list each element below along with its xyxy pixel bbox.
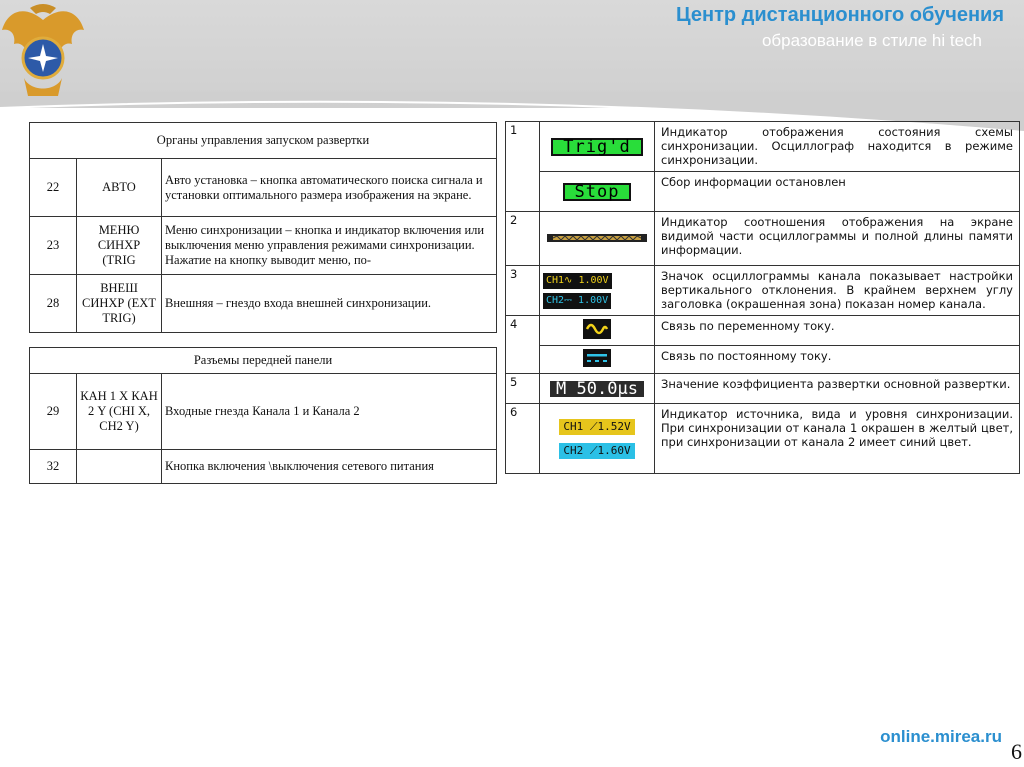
table-row: [506, 172, 1020, 212]
row-number: 32: [30, 450, 77, 484]
indicator-description: Связь по постоянному току.: [655, 346, 1020, 374]
indicator-description: Индикатор источника, вида и уровня синхронизации. При синхронизации от канала 1 окрашен в желтый цвет, при синхронизации от канала 2 имеет синий цвет.: [655, 404, 1020, 474]
ch1-setting-label: CH1∿ 1.00V: [543, 273, 612, 289]
front-panel-table: [29, 347, 497, 484]
dc-coupling-icon: [583, 349, 611, 367]
table-row: [506, 316, 1020, 346]
table-row: [30, 217, 497, 275]
table-row: [506, 122, 1020, 172]
channel-settings-indicator: [540, 266, 655, 316]
row-number: 28: [30, 275, 77, 333]
row-number: 2: [506, 212, 540, 266]
table-row: [30, 374, 497, 450]
footer-url: online.mirea.ru: [880, 727, 1002, 746]
row-number: 5: [506, 374, 540, 404]
ac-coupling-icon: [583, 319, 611, 339]
row-number: 1: [506, 122, 540, 212]
indicator-description: Индикатор соотношения отображения на экране видимой части осциллограммы и полной длины памяти информации.: [655, 212, 1020, 266]
control-name: ВНЕШ СИНХР (EXT TRIG): [77, 275, 162, 333]
row-number: 23: [30, 217, 77, 275]
control-name: КАН 1 X КАН 2 Y (CHI X, CH2 Y): [77, 374, 162, 450]
memory-bar-indicator: [540, 212, 655, 266]
row-number: 4: [506, 316, 540, 374]
control-name: МЕНЮ СИНХР (TRIG: [77, 217, 162, 275]
indicator-description: Значок осциллограммы канала показывает настройки вертикального отклонения. В крайнем верхнем углу заголовка (окрашенная зона) показан номер канала.: [655, 266, 1020, 316]
table-row: [30, 450, 497, 484]
table-row: [506, 374, 1020, 404]
trigd-indicator: [540, 122, 655, 172]
header-subtitle: образование в стиле hi tech: [761, 31, 982, 50]
dc-coupling-cell: [540, 346, 655, 374]
eagle-emblem-icon: [0, 0, 86, 104]
stop-lcd-label: Stop: [563, 183, 632, 201]
ch2-setting-label: CH2⎓ 1.00V: [543, 293, 611, 309]
indicator-description: Связь по переменному току.: [655, 316, 1020, 346]
table-row: [506, 346, 1020, 374]
control-description: Входные гнезда Канала 1 и Канала 2: [162, 374, 497, 450]
memory-bar-icon: [547, 233, 647, 243]
row-number: 3: [506, 266, 540, 316]
control-description: Авто установка – кнопка автоматического поиска сигнала и установки оптимального размера изображения на экране.: [162, 159, 497, 217]
table-heading: Разъемы передней панели: [30, 348, 497, 374]
timebase-indicator: [540, 374, 655, 404]
row-number: 6: [506, 404, 540, 474]
indicator-description: Значение коэффициента развертки основной развертки.: [655, 374, 1020, 404]
ac-coupling-cell: [540, 316, 655, 346]
control-description: Внешняя – гнездо входа внешней синхронизации.: [162, 275, 497, 333]
page-number: 6: [1011, 739, 1022, 764]
ch2-trigger-label: CH2 ⟋1.60V: [559, 443, 634, 459]
table-row: [30, 275, 497, 333]
control-name: [77, 450, 162, 484]
table-row: [30, 159, 497, 217]
ch1-trigger-label: CH1 ⟋1.52V: [559, 419, 634, 435]
table-heading: Органы управления запуском развертки: [30, 123, 497, 159]
table-row: [506, 212, 1020, 266]
table-row: [506, 266, 1020, 316]
header-title: Центр дистанционного обучения: [676, 4, 1004, 26]
row-number: 29: [30, 374, 77, 450]
indicator-description: Сбор информации остановлен: [655, 172, 1020, 212]
table-row: [506, 404, 1020, 474]
indicator-description: Индикатор отображения состояния схемы синхронизации. Осциллограф находится в режиме синхронизации.: [655, 122, 1020, 172]
trigger-controls-table: [29, 122, 497, 333]
trigger-source-indicator: [540, 404, 655, 474]
trigd-lcd-label: Trig'd: [551, 138, 642, 156]
stop-indicator: [540, 172, 655, 212]
row-number: 22: [30, 159, 77, 217]
timebase-label: M 50.0µs: [550, 381, 644, 397]
control-name: АВТО: [77, 159, 162, 217]
display-indicators-table: [505, 121, 1020, 474]
control-description: Меню синхронизации – кнопка и индикатор включения или выключения меню управления режимами синхронизации. Нажатие на кнопку выводит меню, по-: [162, 217, 497, 275]
control-description: Кнопка включения \выключения сетевого питания: [162, 450, 497, 484]
